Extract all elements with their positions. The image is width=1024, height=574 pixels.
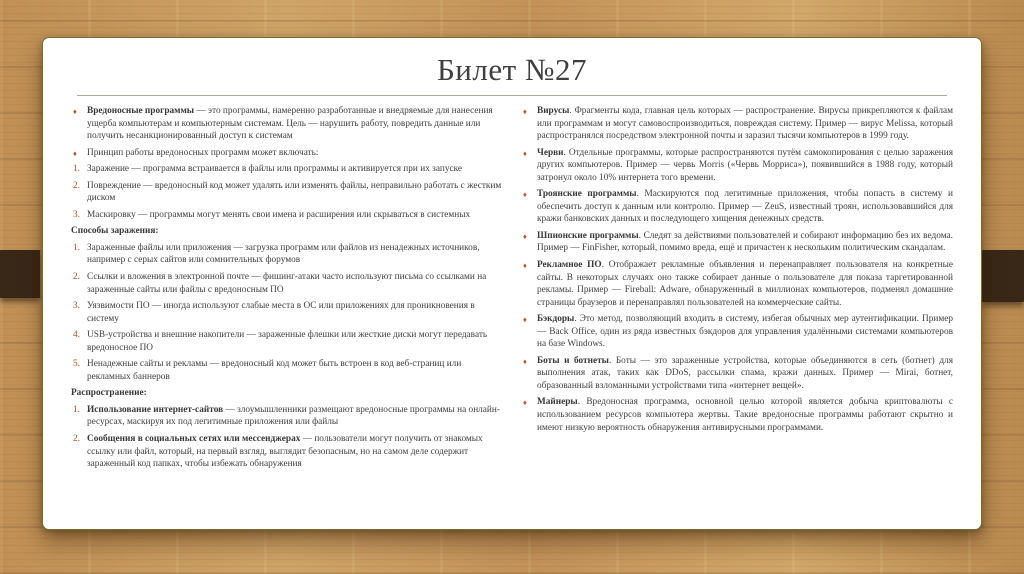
list-item-rest: . Следят за действиями пользователей и собирают информацию без их ведома. Пример — FinFisher, который, помимо вреда, ещё и причастен к нескольким политическим скандалам.	[537, 230, 953, 254]
bullet-marker: 2.	[73, 272, 80, 283]
list-item-rest: Маскировку — программы могут менять свои имена и расширения или скрываться в системных	[87, 209, 471, 220]
list-item	[521, 313, 953, 351]
bullet-marker: 2.	[73, 180, 80, 191]
bullet-marker: ♦	[523, 261, 527, 271]
bullet-marker: ♦	[523, 190, 527, 200]
list-item-text	[537, 188, 953, 226]
list-item-text	[87, 329, 503, 354]
list-item-lead: Боты и ботнеты	[537, 355, 609, 366]
list-item-rest: Уязвимости ПО — иногда используют слабые места в ОС или приложениях для проникновения в систему	[87, 301, 475, 324]
slide-body	[69, 105, 955, 475]
list-item-text	[87, 242, 503, 267]
list-item-lead: Вредоносные программы	[87, 106, 195, 116]
wood-ledge-left	[0, 250, 40, 298]
list-item-rest: Повреждение — вредоносный код может удалять или изменять файлы, неправильно работать с жестким диском	[87, 180, 502, 204]
list-item-rest: — это программы, намеренно разработанные и внедряемые для нанесения ущерба компьютерам и компьютерным системам. Цель — нарушить работу, повредить данные или получить несанкционированный доступ к системам	[87, 106, 493, 142]
bullet-marker: ♦	[523, 148, 527, 158]
list-item-rest: . Боты — это зараженные устройства, которые объединяются в сеть (ботнет) для выполнения атак, таких как DDoS, рассылки спама, кражи данных. Пример — Mirai, ботнет, образованный взломанными устройствами типа «интернет вещей».	[537, 355, 953, 391]
bullet-marker: 4.	[73, 330, 80, 341]
list-item-text	[87, 271, 503, 296]
list-item	[71, 225, 503, 238]
list-item-text	[537, 147, 953, 185]
list-item-rest: Заражение — программа встраивается в файлы или программы и активируется при их запуске	[87, 164, 463, 175]
list-item	[521, 259, 953, 309]
slide	[42, 37, 982, 530]
left-column	[71, 105, 503, 475]
list-item-lead: Распространение:	[71, 388, 147, 399]
list-item-rest: . Вредоносная программа, основной целью которой является добыча криптовалюты с использованием ресурсов компьютера жертвы. Такие вредоносные программы работают скрытно и имеют низкую вероятность обнаружения антивирусными программами.	[537, 397, 953, 433]
list-item	[521, 396, 953, 434]
bullet-marker: 2.	[73, 434, 80, 445]
bullet-marker: ♦	[523, 107, 527, 116]
list-item	[521, 147, 953, 185]
list-item-text	[537, 355, 953, 393]
list-item-rest: . Маскируются под легитимные приложения, чтобы попасть в систему и обеспечить доступ к данным или контролю. Пример — ZeuS, известный троян, использовавшийся для кражи банковских данных и последующего хищения денежных средств.	[537, 189, 953, 225]
list-item-lead: Рекламное ПО	[537, 260, 602, 271]
list-item	[71, 404, 503, 429]
bullet-marker: ♦	[523, 315, 527, 325]
list-item	[71, 300, 503, 325]
list-item-rest: Принцип работы вредоносных программ может включать:	[87, 147, 319, 158]
list-item-text	[87, 209, 503, 222]
bullet-marker: ♦	[523, 356, 527, 366]
list-item-rest: Ссылки и вложения в электронной почте — фишинг-атаки часто используют письма со ссылками на зараженные сайты или файлы с вредоносным ПО	[87, 272, 487, 295]
list-item-rest: Ненадежные сайты и рекламы — вредоносный код может быть встроен в код веб-страниц или рекламных баннеров	[87, 359, 462, 382]
list-item-text	[71, 225, 503, 238]
list-item	[71, 163, 503, 176]
list-item-text	[537, 230, 953, 255]
bullet-marker: 1.	[73, 164, 80, 175]
list-item-rest: USB-устройства и внешние накопители — зараженные флешки или жесткие диски могут передавать вредоносное ПО	[87, 330, 488, 353]
list-item	[71, 180, 503, 205]
right-column	[521, 105, 953, 475]
list-item	[71, 242, 503, 267]
slide-title: Билет №27	[437, 52, 587, 87]
list-item	[71, 358, 503, 383]
list-item-text	[87, 180, 503, 205]
list-item	[521, 188, 953, 226]
list-item-text	[71, 387, 503, 400]
list-item-text	[87, 404, 503, 429]
bullet-marker: 1.	[73, 242, 80, 253]
bullet-marker: 5.	[73, 359, 80, 370]
wood-ledge-right	[982, 250, 1024, 302]
bullet-marker: ♦	[73, 107, 77, 116]
list-item-text	[537, 313, 953, 351]
bullet-marker: ♦	[523, 398, 527, 408]
list-item-text	[87, 163, 503, 176]
list-item-lead: Троянские программы	[537, 189, 637, 200]
list-item-text	[537, 396, 953, 434]
list-item-lead: Способы заражения:	[71, 226, 159, 237]
list-item	[71, 271, 503, 296]
list-item-rest: — злоумышленники размещают вредоносные программы на онлайн-ресурсах, маскируя их под легитимные приложения или файлы	[87, 404, 500, 428]
list-item-text	[537, 105, 953, 143]
list-item	[71, 433, 503, 471]
list-item-rest: . Отображает рекламные объявления и перенаправляет пользователя на конкретные сайты. В некоторых случаях оно также собирает данные о пользователе для показа таргетированной рекламы. Пример — Fireball: Adware, обнаруженный в миллионах компьютеров, подменял домашние страницы браузеров и перенаправлял пользователей на коммерческие сайты.	[537, 260, 954, 308]
list-item	[521, 105, 953, 143]
list-item	[71, 209, 503, 222]
list-item-rest: — пользователи могут получить от знакомых ссылку или файл, который, на первый взгляд, выглядит безопасным, но на самом деле содержит зараженный код папках, чтобы избежать обнаружения	[87, 434, 483, 470]
list-item-lead: Бэкдоры	[537, 314, 575, 325]
bullet-marker: 3.	[73, 209, 80, 220]
list-item-lead: Использование интернет-сайтов	[87, 404, 224, 415]
list-item-text	[87, 358, 503, 383]
list-item-lead: Майнеры	[537, 397, 578, 408]
list-item-text	[87, 147, 503, 160]
list-item	[71, 387, 503, 400]
list-item-rest: . Это метод, позволяющий входить в систему, избегая обычных мер аутентификации. Пример — Back Office, один из ряда известных бэкдоров для управления удалёнными системами компьютеров на базе Windows.	[537, 314, 953, 350]
bullet-marker: 1.	[73, 404, 80, 415]
list-item-text	[87, 433, 503, 471]
list-item-rest: . Отдельные программы, которые распространяются путём самокопирования с целью заражения других компьютеров. Пример — червь Morris («Червь Морриса»), появившийся в 1988 году, который затронул около 10% интернета того времени.	[537, 147, 953, 183]
list-item-lead: Вирусы	[537, 106, 570, 116]
list-item-lead: Сообщения в социальных сетях или мессенджерах	[87, 434, 301, 445]
list-item-lead: Черви	[537, 147, 564, 158]
list-item	[521, 355, 953, 393]
list-item	[71, 147, 503, 160]
list-item	[71, 105, 503, 143]
bullet-marker: ♦	[73, 148, 77, 158]
list-item-text	[87, 105, 503, 143]
list-item-rest: Зараженные файлы или приложения — загрузка программ или файлов из ненадежных источников, например с серых сайтов или сомнительных форумов	[87, 242, 480, 266]
title-divider	[77, 95, 947, 96]
list-item-lead: Шпионские программы	[537, 230, 639, 241]
list-item	[521, 230, 953, 255]
bullet-marker: ♦	[523, 231, 527, 241]
list-item-text	[87, 300, 503, 325]
list-item-rest: . Фрагменты кода, главная цель которых — распространение. Вирусы прикрепляются к файлам или программам и могут самовоспроизводиться, повреждая систему. Пример — вирус Melissa, который распространялся посредством электронной почты и заразил тысячи компьютеров в 1999 году.	[537, 106, 953, 142]
bullet-marker: 3.	[73, 301, 80, 312]
list-item	[71, 329, 503, 354]
list-item-text	[537, 259, 953, 309]
